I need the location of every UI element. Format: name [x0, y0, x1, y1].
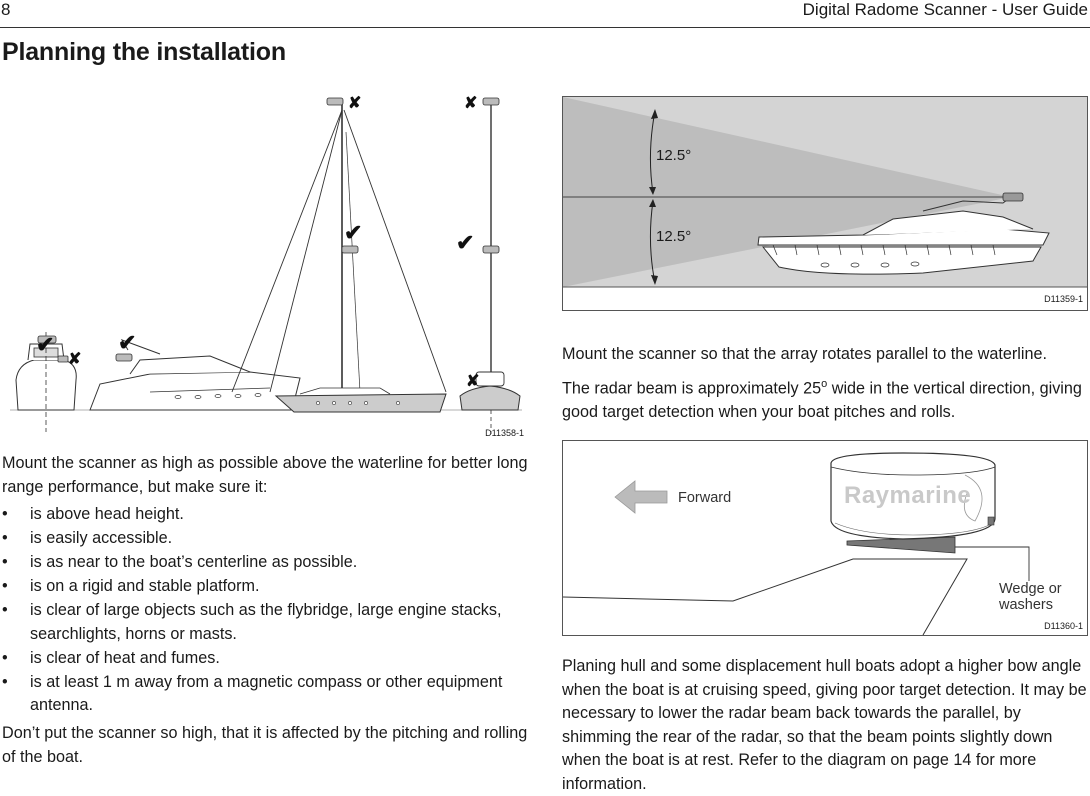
intro-paragraph: Mount the scanner as high as possible above the waterline for better long range performance, but make sure it: [2, 454, 528, 496]
sailboat [232, 98, 446, 412]
upper-angle-label: 12.5° [656, 147, 692, 164]
beam-angle-illustration [563, 97, 1087, 310]
beam-width-paragraph [562, 373, 1088, 424]
parallel-paragraph: Mount the scanner so that the array rotates parallel to the waterline. [562, 345, 1047, 363]
wedge-label-line-1: Wedge or [999, 581, 1062, 597]
svg-text:✘: ✘ [68, 351, 82, 368]
header-rule [0, 27, 1090, 28]
svg-text:✘: ✘ [466, 373, 480, 390]
svg-text:✔: ✔ [344, 220, 363, 245]
list-item: • is at least 1 m away from a magnetic compass or other equipment antenna. [2, 671, 522, 718]
forward-arrow-icon [615, 481, 667, 513]
figure-code: D11358-1 [485, 428, 524, 438]
planing-hull-paragraph: Planing hull and some displacement hull boats adopt a higher bow angle when the boat is at cruising speed, giving poor target detection. It may be necessary to lower the radar beam back towards the parallel, by shimming the rear of the radar, so that the beam points slightly down when the boat is at rest. Refer to the diagram on page 14 for more information. [562, 657, 1087, 793]
beam-angle-figure [562, 96, 1088, 311]
figure-code: D11359-1 [1044, 294, 1083, 304]
lower-angle-label: 12.5° [656, 228, 692, 245]
degree-mark: o [821, 378, 828, 390]
section-title: Planning the installation [2, 38, 286, 66]
beam-width-text-cont: wide in the vertical direction, giving good target detection when your boat pitches and rolls. [562, 379, 1082, 421]
list-item: • is above head height. [2, 503, 522, 527]
closing-paragraph: Don’t put the scanner so high, that it is affected by the pitching and rolling of the boat. [2, 724, 528, 766]
page-number: 8 [1, 0, 11, 19]
svg-text:✔: ✔ [118, 330, 137, 355]
wedge-label [999, 581, 1062, 613]
forward-label: Forward [678, 490, 732, 506]
mounting-positions-figure [0, 92, 530, 440]
beam-width-text: The radar beam is approximately 25 [562, 379, 822, 398]
wedge-label-line-2: washers [999, 597, 1053, 613]
document-title: Digital Radome Scanner - User Guide [802, 0, 1088, 19]
svg-text:✔: ✔ [456, 230, 475, 255]
list-item: • is clear of large objects such as the flybridge, large engine stacks, searchlights, horns or masts. [2, 599, 522, 646]
list-item: • is easily accessible. [2, 527, 522, 551]
svg-text:✘: ✘ [348, 95, 362, 112]
list-item: • is as near to the boat’s centerline as possible. [2, 551, 522, 575]
figure-code: D11360-1 [1044, 621, 1083, 631]
radome-wedge-figure [562, 440, 1088, 636]
requirements-list [2, 503, 522, 718]
svg-text:✘: ✘ [464, 95, 478, 112]
raymarine-logo: Raymarine [844, 482, 972, 509]
list-item: • is clear of heat and fumes. [2, 647, 522, 671]
svg-text:✔: ✔ [36, 332, 55, 357]
mounting-positions-illustration [0, 92, 530, 440]
list-item: • is on a rigid and stable platform. [2, 575, 522, 599]
